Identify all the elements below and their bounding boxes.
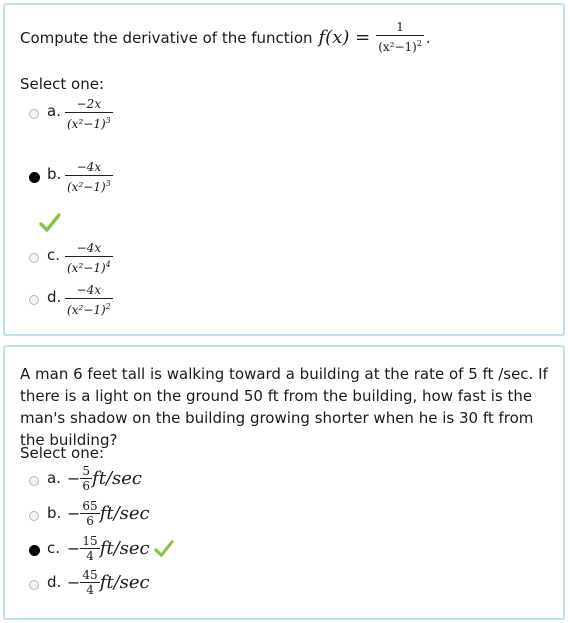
radio-option-c[interactable] bbox=[29, 545, 40, 556]
function-lhs: f(x) = bbox=[318, 26, 371, 48]
question-stem: A man 6 feet tall is walking toward a building at the rate of 5 ft /sec. If there is a light on the ground 50 ft from the building, how fast is the man's shadow on the building growing shorter when he is 30 ft from the building? bbox=[20, 365, 548, 449]
correct-check-icon bbox=[39, 213, 61, 233]
radio-option-d[interactable] bbox=[29, 580, 39, 590]
radio-option-c[interactable] bbox=[29, 253, 39, 263]
option-d-answer[interactable]: $\frac{-4x}{(x^2-1)^2}$ bbox=[67, 283, 111, 317]
question-text: Compute the derivative of the function bbox=[20, 28, 313, 47]
option-a-answer[interactable]: $\frac{-2x}{(x^2-1)^3}$ bbox=[67, 97, 111, 131]
option-d-answer[interactable]: − $\frac{45}{4}$ ft/sec bbox=[67, 568, 150, 597]
function-denominator: $(x^2-1)^2$ bbox=[378, 39, 422, 54]
select-one-label: Select one: bbox=[20, 75, 105, 93]
option-letter: b. bbox=[47, 165, 62, 183]
radio-option-d[interactable] bbox=[29, 295, 39, 305]
select-one-label: Select one: bbox=[20, 444, 105, 462]
radio-option-b[interactable] bbox=[29, 172, 40, 183]
option-b-answer[interactable]: − $\frac{65}{6}$ ft/sec bbox=[67, 499, 150, 528]
radio-option-b[interactable] bbox=[29, 511, 39, 521]
radio-option-a[interactable] bbox=[29, 476, 39, 486]
option-c-answer[interactable]: − $\frac{15}{4}$ ft/sec bbox=[67, 535, 174, 562]
question-card-1 bbox=[3, 3, 565, 336]
option-letter: d. bbox=[47, 288, 62, 306]
option-letter: a. bbox=[47, 102, 61, 120]
option-b-answer[interactable]: $\frac{-4x}{(x^2-1)^3}$ bbox=[67, 160, 111, 194]
question-stem: Compute the derivative of the function f(x) = $\frac{1}{(x^2-1)^2}$ . bbox=[20, 20, 431, 54]
function-numerator: 1 bbox=[396, 20, 404, 34]
option-letter: b. bbox=[47, 504, 62, 522]
function-fraction bbox=[376, 21, 424, 54]
option-letter: c. bbox=[47, 539, 61, 557]
option-a-answer[interactable]: − $\frac{5}{6}$ ft/sec bbox=[67, 464, 142, 493]
radio-option-a[interactable] bbox=[29, 109, 39, 119]
option-c-answer[interactable]: $\frac{-4x}{(x^2-1)^4}$ bbox=[67, 241, 111, 275]
option-letter: a. bbox=[47, 469, 61, 487]
option-letter: d. bbox=[47, 573, 62, 591]
option-letter: c. bbox=[47, 246, 61, 264]
correct-check-icon bbox=[154, 540, 174, 558]
question-card-2 bbox=[3, 345, 565, 620]
